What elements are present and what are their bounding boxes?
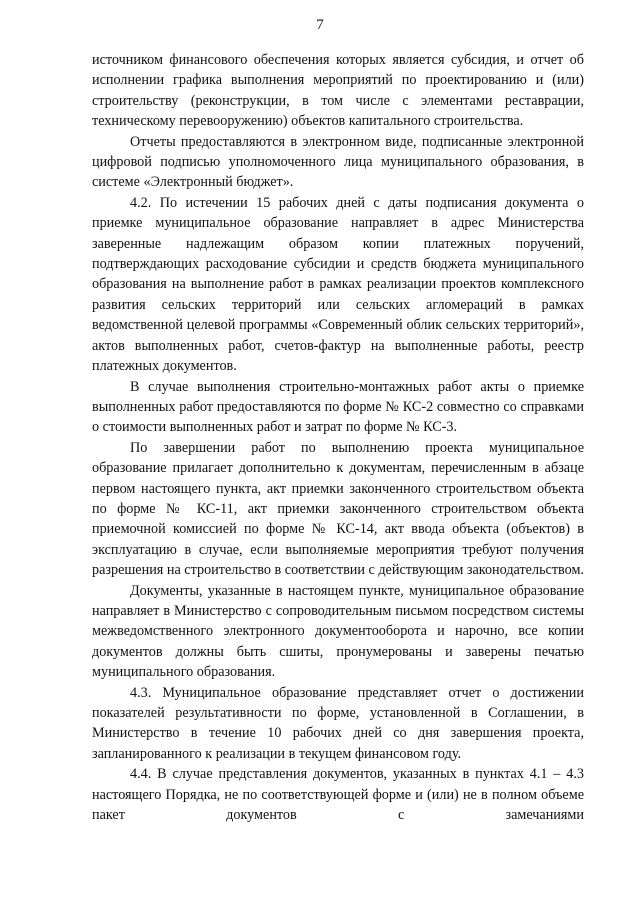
- paragraph-ks2-acts: В случае выполнения строительно-монтажных работ акты о приемке выполненных работ предоставляются по форме № КС-2 совместно со справками о стоимости выполненных работ и затрат по форме № КС-3.: [92, 378, 584, 436]
- paragraph-4-4: 4.4. В случае представления документов, указанных в пунктах 4.1 – 4.3 настоящего Порядка, не по соответствующей форме и (или) не в полном объеме пакет документов с замечаниями: [92, 766, 584, 824]
- paragraph-completion-docs: По завершении работ по выполнению проекта муниципальное образование прилагает дополнительно к документам, перечисленным в абзаце первом настоящего пункта, акт приемки законченного строительством объекта по форме № КС-11, акт приемки законченного строительством объекта приемочной комиссией по форме № КС-14, акт ввода объекта (объектов) в эксплуатацию в случае, если выполняемые мероприятия требуют получения разрешения на строительство в соответствии с действующим законодательством.: [92, 439, 584, 579]
- document-body: [92, 50, 584, 825]
- paragraph-4-3: 4.3. Муниципальное образование представляет отчет о достижении показателей результативности по форме, установленной в Соглашении, в Министерство в течение 10 рабочих дней со дня завершения проекта, запланированного к реализации в текущем финансовом году.: [92, 684, 584, 762]
- paragraph-submission-method: Документы, указанные в настоящем пункте, муниципальное образование направляет в Министерство с сопроводительным письмом посредством системы межведомственного электронного документооборота и нарочно, все копии документов должны быть сшиты, пронумерованы и заверены печатью муниципального образования.: [92, 582, 584, 681]
- paragraph-electronic-reports: Отчеты предоставляются в электронном виде, подписанные электронной цифровой подписью уполномоченного лица муниципального образования, в системе «Электронный бюджет».: [92, 133, 584, 191]
- paragraph-4-2: 4.2. По истечении 15 рабочих дней с даты подписания документа о приемке муниципальное образование направляет в адрес Министерства заверенные надлежащим образом копии платежных поручений, подтверждающих расходование субсидии и средств бюджета муниципального образования на выполнение работ в рамках реализации проектов комплексного развития сельских территорий или сельских агломераций в рамках ведомственной целевой программы «Современный облик сельских территорий», актов выполненных работ, счетов-фактур на выполненные работы, реестр платежных документов.: [92, 194, 584, 375]
- page-number: 7: [316, 17, 324, 33]
- paragraph-report-schedule: источником финансового обеспечения которых является субсидия, и отчет об исполнении графика выполнения мероприятий по проектированию и (или) строительству (реконструкции, в том числе с элементами реставрации, техническому перевооружению) объектов капитального строительства.: [92, 52, 584, 130]
